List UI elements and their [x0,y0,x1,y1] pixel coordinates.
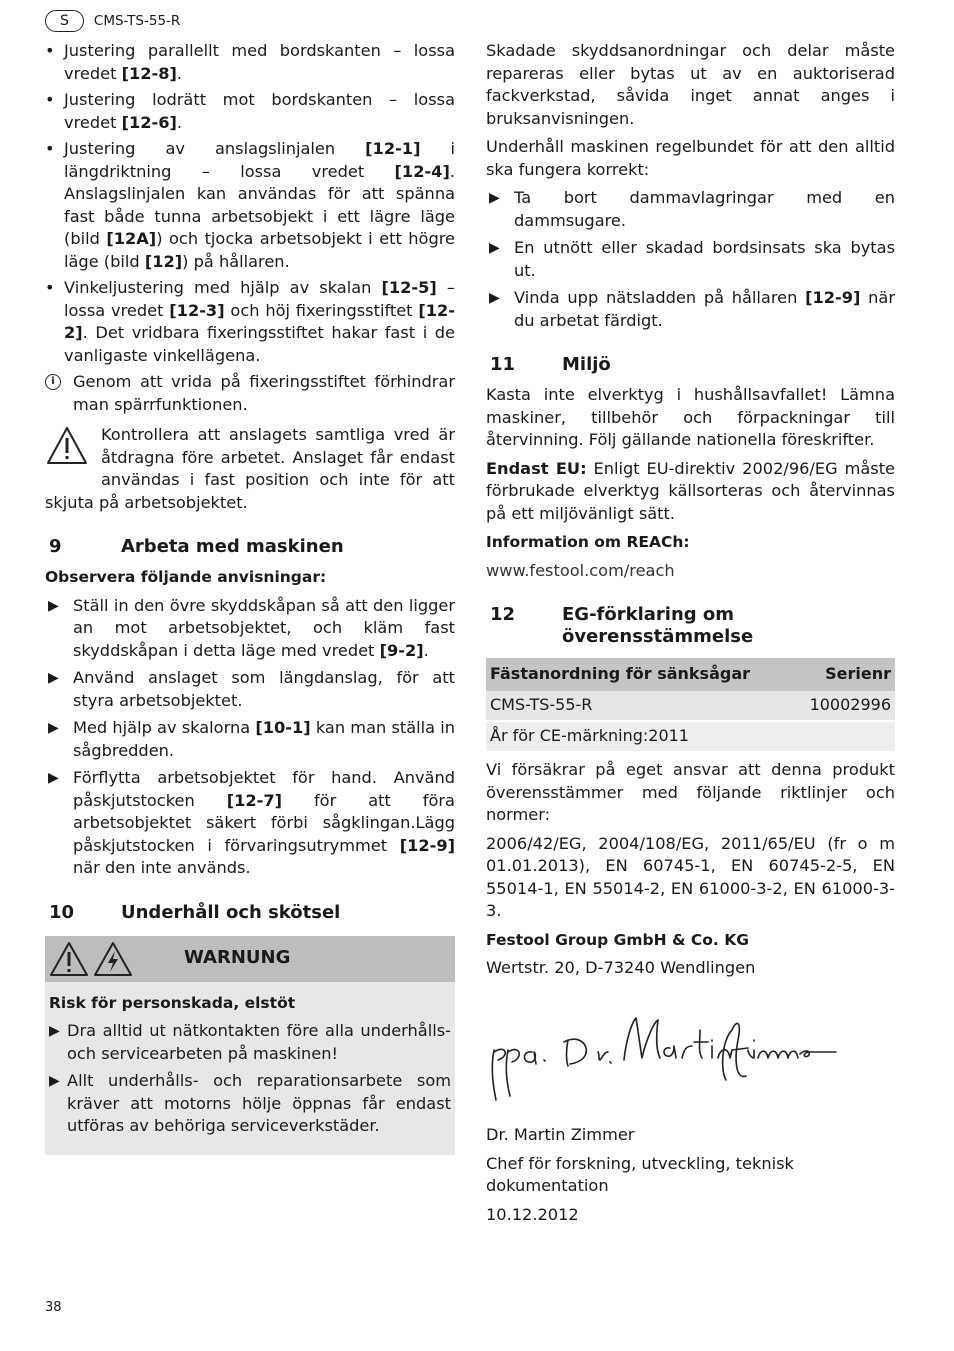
section-9-list [45,595,455,880]
instruction-item [486,187,895,232]
table-header: Fästanordning för sänksågar [486,658,793,691]
item-text: Förflytta arbetsobjektet för hand. Använd påskjutstocken [12-7] för att föra arbetsobjektet säkert förbi sågklingan.Lägg påskjutstocken i förvaringsutrymmet [12-9] när den inte används. [73,768,455,877]
table-header: Serienr [793,658,895,691]
warning-header [45,936,455,982]
bullet-item [45,138,455,273]
arrow-icon: ▶ [489,290,500,306]
figure-reference: [12-5] [381,278,437,297]
paragraph: Skadade skyddsanordningar och delar måste repareras eller bytas ut av en auktoriserad fackverkstad, såvida inget annat anges i bruksanvisningen. [486,41,895,128]
item-text: Vinkeljustering med hjälp av skalan [12-5] – lossa vredet [12-3] och höj fixeringsstiftet [12-2]. Det vridbara fixeringsstiftet hakar fast i de vanligaste vinkellägena. [64,278,455,365]
item-text: Justering av anslagslinjalen [12-1] i längdriktning – lossa vredet [12-4]. Anslagslinjalen kan användas för att spänna fast både tunna arbetsobjekt i ett lägre läge (bild [12A]) och tjocka arbetsobjekt i ett högre läge (bild [12]) på hållaren. [64,139,455,271]
arrow-icon: ▶ [48,770,59,786]
figure-reference: [12A] [106,229,157,248]
maintenance-list [486,187,895,332]
adjustment-list [45,40,455,367]
figure-reference: [9-2] [379,640,424,660]
warning-item: ▶ Dra alltid ut nätkontakten före alla underhålls- och servicearbeten på maskinen! [49,1021,451,1063]
arrow-icon: ▶ [48,597,59,614]
instruction-item [45,595,455,663]
figure-reference: [12-7] [226,790,282,810]
item-text: Ta bort dammavlagringar med en dammsugare. [514,188,895,230]
info-note: i Genom att vrida på fixeringsstiftet förhindrar man spärrfunktionen. [45,371,455,416]
signer-role: Chef för forskning, utveckling, teknisk dokumentation [486,1153,794,1195]
table-cell: År för CE-märkning:2011 [486,721,895,752]
warning-item: ▶ Allt underhålls- och reparationsarbete som kräver att motorns hölje öppnas får endast utföras av behöriga serviceverkstäder. [49,1071,451,1135]
figure-reference: [12-9] [399,835,455,855]
signer-name: Dr. Martin Zimmer [486,1125,635,1144]
figure-reference: [12-2] [64,300,455,342]
paragraph: Vi försäkrar på eget ansvar att denna produkt överensstämmer med följande riktlinjer och normer: [486,760,895,824]
bullet-item [45,40,455,85]
section-10-heading: 10 Underhåll och skötsel [49,901,341,923]
page-header [45,10,180,32]
arrow-icon: ▶ [49,1073,60,1089]
figure-reference: [12-3] [169,300,225,320]
page-number: 38 [45,1300,62,1315]
section-11-heading: 11 Miljö [490,354,611,375]
right-column [486,40,895,1232]
section-9-heading: 9 Arbeta med maskinen [49,536,344,557]
bullet-icon: • [45,90,55,109]
figure-reference: [12-9] [805,288,861,307]
declaration-table [486,658,895,753]
bullet-icon: • [45,139,55,158]
eu-paragraph: Endast EU: Enligt EU-direktiv 2002/96/EG måste förbrukade elverktyg källsorteras och återvinnas på ett miljövänligt sätt. [486,458,895,523]
figure-reference: [12-8] [121,63,177,83]
warning-title: WARNUNG [184,947,291,969]
info-icon: i [45,374,61,390]
reach-link[interactable]: www.festool.com/reach [486,560,675,580]
item-text: Justering parallellt med bordskanten – lossa vredet [12-8]. [64,41,455,83]
caution-note: Kontrollera att anslagets samtliga vred är åtdragna före arbetet. Anslaget får endast användas i fast position och inte för att skjuta på arbetsobjektet. [45,425,455,512]
instruction-item [45,667,455,712]
warning-triangle-icon [45,424,89,468]
arrow-icon: ▶ [48,720,59,736]
address: Wertstr. 20, D-73240 Wendlingen [486,958,756,977]
section-12-heading: 12 EG-förklaring om överensstämmelse [490,604,754,647]
table-cell: 10002996 [793,691,895,721]
instruction-item [45,767,455,880]
instruction-item [45,717,455,762]
risk-heading: Risk för personskada, elstöt [49,993,296,1012]
item-text: Med hjälp av skalorna [10-1] kan man ställa in sågbredden. [73,718,456,760]
figure-reference: [12-6] [121,112,177,132]
paragraph: Kasta inte elverktyg i hushållsavfallet! Lämna maskiner, tillbehör och förpackningar till återvinning. Följ gällande nationella föreskrifter. [486,385,895,449]
bullet-icon: • [45,41,55,60]
company-name: Festool Group GmbH & Co. KG [486,930,749,949]
arrow-icon: ▶ [48,670,59,686]
warning-triangle-icon [49,941,89,977]
language-badge: S [45,10,84,32]
left-column [45,40,455,1155]
electric-shock-icon [93,941,133,977]
signature-date: 10.12.2012 [486,1204,579,1224]
warning-box [45,936,455,1155]
item-text: Använd anslaget som längdanslag, för att styra arbetsobjektet. [73,668,455,710]
item-text: Justering lodrätt mot bordskanten – lossa vredet [12-6]. [64,90,455,132]
figure-reference: [12] [144,251,183,271]
figure-reference: [10-1] [255,718,311,737]
bullet-item [45,277,455,367]
signature-image [486,1000,895,1108]
warning-body [45,982,455,1155]
paragraph: Underhåll maskinen regelbundet för att den alltid ska fungera korrekt: [486,137,895,179]
bullet-icon: • [45,278,55,297]
item-text: Ställ in den övre skyddskåpan så att den ligger an mot arbetsobjektet, och kläm fast skyddskåpan i detta läge med vredet [9-2]. [73,595,455,660]
figure-reference: [12-1] [365,139,421,158]
reach-heading: Information om REACh: [486,533,690,551]
model-name: CMS-TS-55-R [93,13,181,29]
table-row [486,721,895,752]
table-row [486,691,895,721]
paragraph: 2006/42/EG, 2004/108/EG, 2011/65/EU (fr o m 01.01.2013), EN 60745-1, EN 60745-2-5, EN 55014-1, EN 55014-2, EN 61000-3-2, EN 61000-3-3. [486,833,895,920]
figure-reference: [12-4] [394,161,450,181]
arrow-icon: ▶ [49,1023,60,1039]
bullet-item [45,89,455,134]
item-text: Vinda upp nätsladden på hållaren [12-9] när du arbetat färdigt. [514,288,895,330]
table-cell: CMS-TS-55-R [486,691,793,721]
instruction-item [486,237,895,282]
arrow-icon: ▶ [489,190,500,206]
item-text: En utnött eller skadad bordsinsats ska bytas ut. [514,238,895,280]
instruction-item [486,287,895,332]
arrow-icon: ▶ [489,240,500,256]
section-9-subheading: Observera följande anvisningar: [45,568,327,586]
